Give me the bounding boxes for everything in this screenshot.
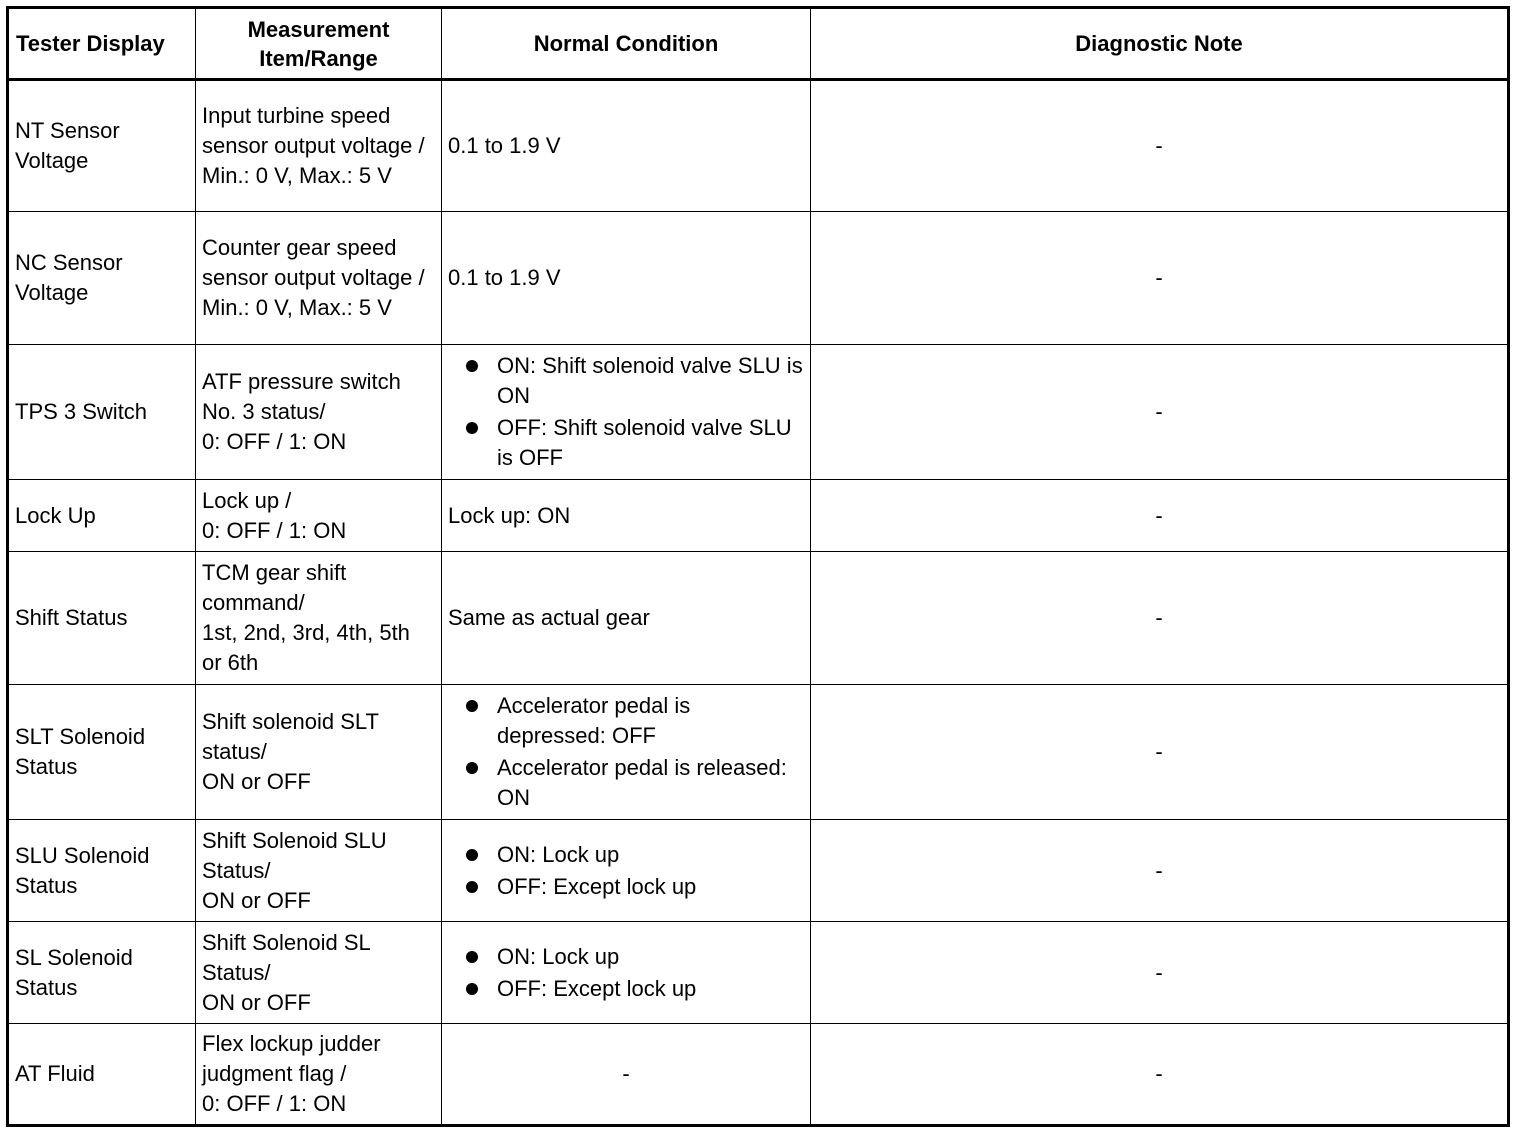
normal-condition-cell: 0.1 to 1.9 V xyxy=(442,80,811,212)
measurement-item: Flex lockup judder judgment flag / xyxy=(202,1031,381,1086)
measurement-range: 0: OFF / 1: ON xyxy=(202,517,347,543)
diagnostic-note-cell: - xyxy=(811,922,1509,1024)
measurement-cell xyxy=(196,922,442,1024)
table-row xyxy=(8,1024,1509,1126)
measurement-cell xyxy=(196,80,442,212)
diagnostic-note-cell: - xyxy=(811,480,1509,552)
bullet-item: ON: Lock up xyxy=(448,840,804,870)
table-row xyxy=(8,922,1509,1024)
measurement-item: Shift solenoid SLT status/ xyxy=(202,709,379,764)
table-row xyxy=(8,685,1509,820)
tester-display-cell: SLT Solenoid Status xyxy=(8,685,196,820)
measurement-item: Lock up / xyxy=(202,487,292,513)
bullet-item: Accelerator pedal is depressed: OFF xyxy=(448,691,804,751)
measurement-cell xyxy=(196,212,442,345)
header-normal-condition: Normal Condition xyxy=(442,8,811,80)
diagnostic-note-cell: - xyxy=(811,212,1509,345)
diagnostic-note-cell: - xyxy=(811,685,1509,820)
normal-condition-cell: 0.1 to 1.9 V xyxy=(442,212,811,345)
diagnostic-note-cell: - xyxy=(811,345,1509,480)
measurement-cell xyxy=(196,1024,442,1126)
table-row xyxy=(8,552,1509,685)
measurement-item: TCM gear shift command/ xyxy=(202,560,347,615)
tester-display-cell: SL Solenoid Status xyxy=(8,922,196,1024)
measurement-cell xyxy=(196,685,442,820)
tester-display-cell: NT Sensor Voltage xyxy=(8,80,196,212)
diagnostic-note-cell: - xyxy=(811,1024,1509,1126)
header-measurement: Measurement Item/Range xyxy=(196,8,442,80)
diagnostic-note-cell: - xyxy=(811,552,1509,685)
measurement-cell xyxy=(196,345,442,480)
normal-condition-cell: - xyxy=(442,1024,811,1126)
normal-condition-cell xyxy=(442,685,811,820)
tester-display-cell: TPS 3 Switch xyxy=(8,345,196,480)
bullet-item: OFF: Except lock up xyxy=(448,872,804,902)
measurement-item: Shift Solenoid SLU Status/ xyxy=(202,827,387,883)
table-row xyxy=(8,820,1509,922)
measurement-range: 1st, 2nd, 3rd, 4th, 5th or 6th xyxy=(202,620,410,675)
bullet-list xyxy=(448,840,804,902)
measurement-item: Counter gear speed sensor output voltage / xyxy=(202,235,425,290)
bullet-item: ON: Shift solenoid valve SLU is ON xyxy=(448,351,804,411)
bullet-item: ON: Lock up xyxy=(448,942,804,972)
measurement-range: 0: OFF / 1: ON xyxy=(202,1091,347,1116)
bullet-list xyxy=(448,691,804,813)
normal-condition-cell xyxy=(442,922,811,1024)
bullet-item: Accelerator pedal is released: ON xyxy=(448,753,804,813)
measurement-range: ON or OFF xyxy=(202,887,311,913)
measurement-item: ATF pressure switch No. 3 status/ xyxy=(202,369,401,424)
tester-display-cell: Lock Up xyxy=(8,480,196,552)
tester-display-cell: Shift Status xyxy=(8,552,196,685)
bullet-list xyxy=(448,942,804,1004)
bullet-item: OFF: Shift solenoid valve SLU is OFF xyxy=(448,413,804,473)
table-row xyxy=(8,345,1509,480)
bullet-list xyxy=(448,351,804,473)
measurement-range: ON or OFF xyxy=(202,989,311,1015)
normal-condition-cell: Same as actual gear xyxy=(442,552,811,685)
measurement-range: Min.: 0 V, Max.: 5 V xyxy=(202,163,392,188)
measurement-cell xyxy=(196,820,442,922)
tester-display-cell: AT Fluid xyxy=(8,1024,196,1126)
diagnostic-note-cell: - xyxy=(811,80,1509,212)
header-diagnostic-note: Diagnostic Note xyxy=(811,8,1509,80)
tester-display-cell: NC Sensor Voltage xyxy=(8,212,196,345)
table-row xyxy=(8,80,1509,212)
measurement-item: Shift Solenoid SL Status/ xyxy=(202,929,370,985)
measurement-cell xyxy=(196,552,442,685)
table-row xyxy=(8,212,1509,345)
tester-display-cell: SLU Solenoid Status xyxy=(8,820,196,922)
measurement-cell xyxy=(196,480,442,552)
header-tester-display: Tester Display xyxy=(8,8,196,80)
normal-condition-cell xyxy=(442,345,811,480)
normal-condition-cell: Lock up: ON xyxy=(442,480,811,552)
table-row xyxy=(8,480,1509,552)
data-list-table xyxy=(6,6,1510,1127)
diagnostic-note-cell: - xyxy=(811,820,1509,922)
measurement-range: ON or OFF xyxy=(202,769,311,794)
measurement-item: Input turbine speed sensor output voltage / xyxy=(202,103,425,158)
header-row xyxy=(8,8,1509,80)
bullet-item: OFF: Except lock up xyxy=(448,974,804,1004)
normal-condition-cell xyxy=(442,820,811,922)
measurement-range: Min.: 0 V, Max.: 5 V xyxy=(202,295,392,320)
measurement-range: 0: OFF / 1: ON xyxy=(202,429,347,454)
